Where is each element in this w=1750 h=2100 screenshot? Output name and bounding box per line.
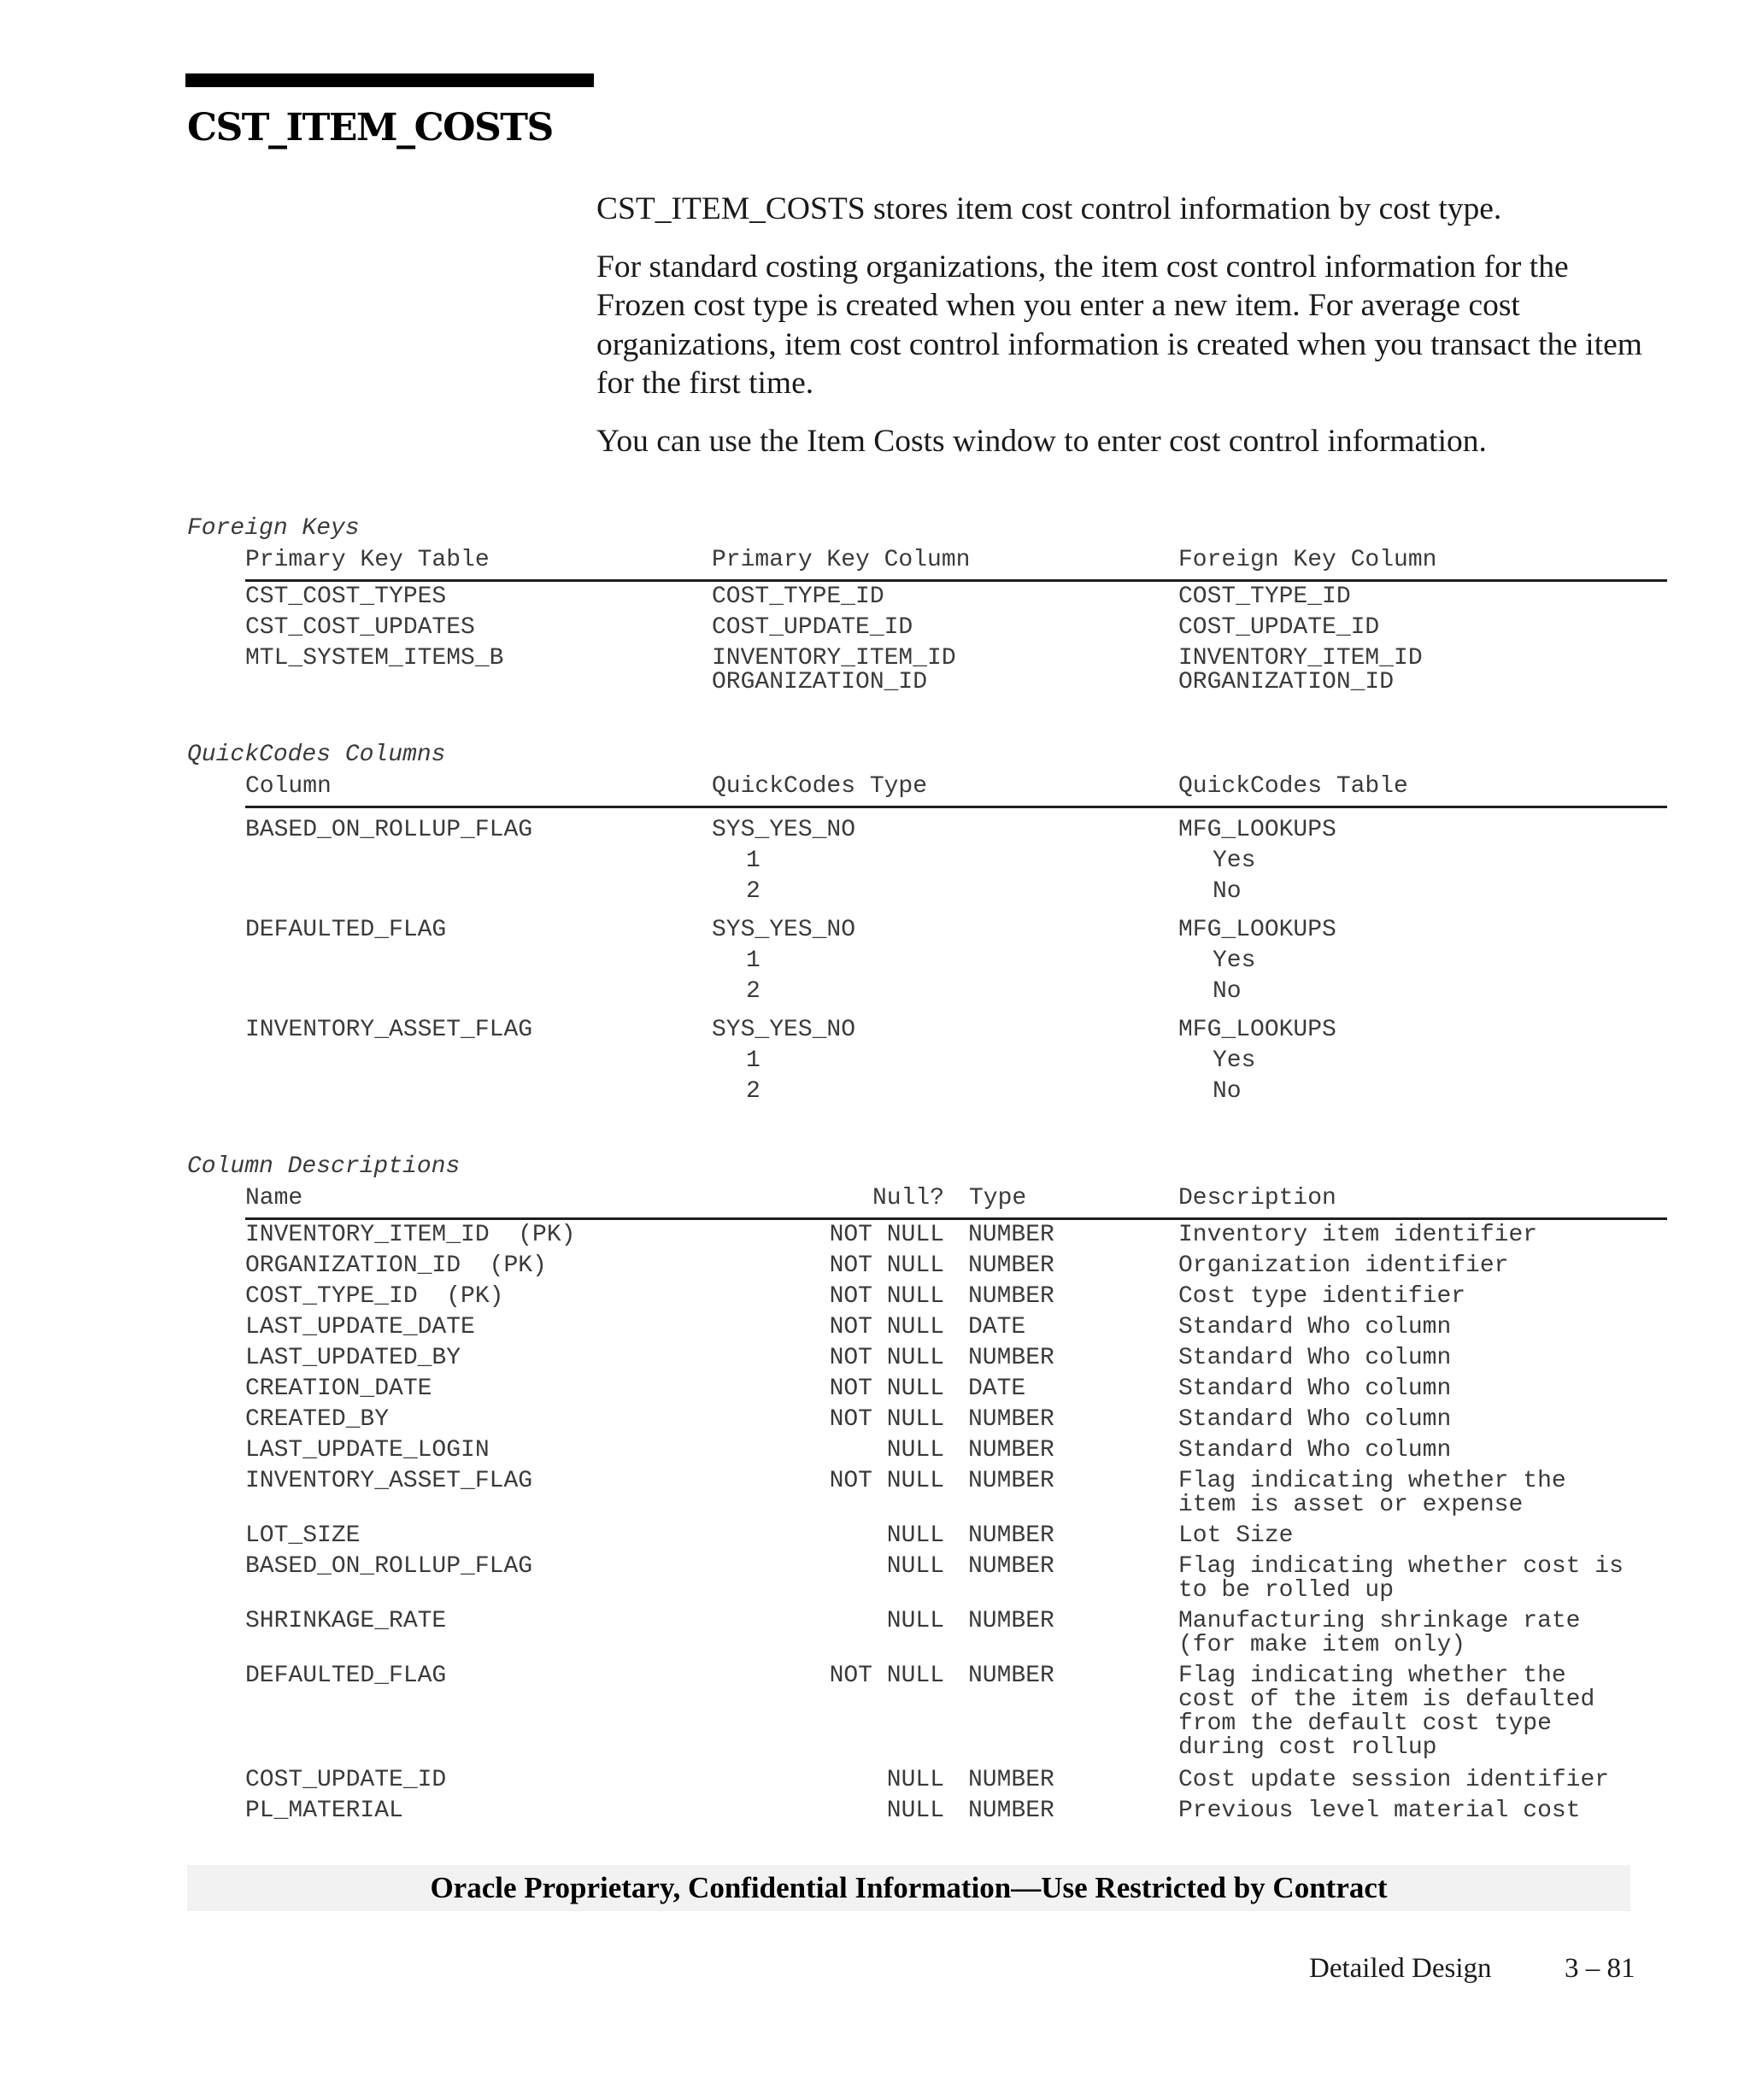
header-quickcodes-table: QuickCodes Table bbox=[1178, 773, 1408, 800]
fk-foreign-key-column: COST_TYPE_ID bbox=[1178, 584, 1351, 610]
fk-primary-key-column: INVENTORY_ITEM_ID ORGANIZATION_ID bbox=[712, 645, 956, 695]
column-type: DATE bbox=[968, 1314, 1026, 1340]
column-name: LAST_UPDATED_BY bbox=[245, 1345, 461, 1371]
column-type: NUMBER bbox=[968, 1553, 1054, 1580]
column-null: NOT NULL bbox=[829, 1376, 944, 1402]
qc-table: MFG_LOOKUPS bbox=[1178, 917, 1336, 943]
column-null: NOT NULL bbox=[829, 1468, 944, 1494]
column-name: ORGANIZATION_ID (PK) bbox=[245, 1252, 547, 1279]
column-null: NOT NULL bbox=[829, 1283, 944, 1310]
column-null: NOT NULL bbox=[829, 1406, 944, 1433]
column-description: Previous level material cost bbox=[1178, 1798, 1581, 1824]
qc-code: 1 bbox=[746, 848, 760, 874]
column-type: NUMBER bbox=[968, 1345, 1054, 1371]
page-number: 3 – 81 bbox=[1565, 1953, 1635, 1984]
foreign-keys-label: Foreign Keys bbox=[187, 515, 360, 542]
column-type: NUMBER bbox=[968, 1437, 1054, 1464]
column-name: LAST_UPDATE_DATE bbox=[245, 1314, 475, 1340]
qc-code: 2 bbox=[746, 878, 760, 905]
qc-code: 2 bbox=[746, 978, 760, 1005]
header-name: Name bbox=[245, 1185, 303, 1211]
column-name: INVENTORY_ASSET_FLAG bbox=[245, 1468, 533, 1494]
qc-meaning: Yes bbox=[1213, 1047, 1256, 1074]
column-name: PL_MATERIAL bbox=[245, 1798, 403, 1824]
column-description: Cost update session identifier bbox=[1178, 1767, 1610, 1793]
column-name: COST_TYPE_ID (PK) bbox=[245, 1283, 504, 1310]
fk-primary-key-table: CST_COST_TYPES bbox=[245, 584, 447, 610]
header-foreign-key-column: Foreign Key Column bbox=[1178, 547, 1437, 573]
header-column: Column bbox=[245, 773, 332, 800]
qc-meaning: No bbox=[1213, 1078, 1242, 1105]
qc-column-name: INVENTORY_ASSET_FLAG bbox=[245, 1017, 533, 1043]
column-description: Lot Size bbox=[1178, 1522, 1294, 1549]
column-type: NUMBER bbox=[968, 1522, 1054, 1549]
qc-meaning: Yes bbox=[1213, 947, 1256, 974]
column-name: CREATION_DATE bbox=[245, 1376, 432, 1402]
column-null: NOT NULL bbox=[829, 1663, 944, 1689]
header-primary-key-table: Primary Key Table bbox=[245, 547, 490, 573]
qc-column-name: BASED_ON_ROLLUP_FLAG bbox=[245, 817, 533, 843]
column-description: Manufacturing shrinkage rate (for make item only) bbox=[1178, 1608, 1581, 1658]
qc-code: 2 bbox=[746, 1078, 760, 1105]
column-name: LOT_SIZE bbox=[245, 1522, 361, 1549]
confidential-notice-text: Oracle Proprietary, Confidential Information––Use Restricted by Contract bbox=[430, 1871, 1388, 1904]
column-type: NUMBER bbox=[968, 1798, 1054, 1824]
column-description: Standard Who column bbox=[1178, 1437, 1452, 1464]
column-null: NOT NULL bbox=[829, 1252, 944, 1279]
page-title: CST_ITEM_COSTS bbox=[187, 106, 553, 150]
column-name: LAST_UPDATE_LOGIN bbox=[245, 1437, 490, 1464]
column-null: NOT NULL bbox=[829, 1345, 944, 1371]
fk-primary-key-column: COST_UPDATE_ID bbox=[712, 614, 913, 641]
column-description: Flag indicating whether cost is to be rolled up bbox=[1178, 1553, 1624, 1604]
column-name: COST_UPDATE_ID bbox=[245, 1767, 447, 1793]
qc-column-name: DEFAULTED_FLAG bbox=[245, 917, 447, 943]
foreign-keys-header bbox=[245, 547, 1667, 582]
column-null: NOT NULL bbox=[829, 1314, 944, 1340]
qc-table: MFG_LOOKUPS bbox=[1178, 817, 1336, 843]
column-type: NUMBER bbox=[968, 1608, 1054, 1634]
qc-type: SYS_YES_NO bbox=[712, 917, 856, 943]
column-description: Cost type identifier bbox=[1178, 1283, 1466, 1310]
qc-type: SYS_YES_NO bbox=[712, 817, 856, 843]
title-rule bbox=[185, 73, 594, 87]
column-null: NULL bbox=[886, 1608, 944, 1634]
qc-meaning: No bbox=[1213, 878, 1242, 905]
header-primary-key-column: Primary Key Column bbox=[712, 547, 971, 573]
column-type: NUMBER bbox=[968, 1663, 1054, 1689]
qc-code: 1 bbox=[746, 1047, 760, 1074]
header-null: Null? bbox=[872, 1185, 944, 1211]
column-description: Flag indicating whether the cost of the item is defaulted from the default cost type during cost rollup bbox=[1178, 1663, 1595, 1761]
column-type: NUMBER bbox=[968, 1468, 1054, 1494]
column-description: Inventory item identifier bbox=[1178, 1222, 1538, 1248]
fk-primary-key-column: COST_TYPE_ID bbox=[712, 584, 884, 610]
qc-meaning: No bbox=[1213, 978, 1242, 1005]
column-description: Standard Who column bbox=[1178, 1376, 1452, 1402]
header-description: Description bbox=[1178, 1185, 1336, 1211]
column-description: Flag indicating whether the item is asset or expense bbox=[1178, 1468, 1566, 1518]
column-description: Standard Who column bbox=[1178, 1314, 1452, 1340]
column-null: NULL bbox=[886, 1553, 944, 1580]
column-descriptions-label: Column Descriptions bbox=[187, 1153, 461, 1180]
column-descriptions-header bbox=[245, 1185, 1667, 1220]
column-type: NUMBER bbox=[968, 1222, 1054, 1248]
intro-text bbox=[596, 190, 1656, 479]
column-description: Standard Who column bbox=[1178, 1406, 1452, 1433]
intro-paragraph: CST_ITEM_COSTS stores item cost control information by cost type. bbox=[596, 191, 1502, 226]
quickcodes-header bbox=[245, 773, 1667, 808]
column-name: CREATED_BY bbox=[245, 1406, 390, 1433]
column-null: NOT NULL bbox=[829, 1222, 944, 1248]
column-null: NULL bbox=[886, 1522, 944, 1549]
column-type: DATE bbox=[968, 1376, 1026, 1402]
column-description: Standard Who column bbox=[1178, 1345, 1452, 1371]
column-name: SHRINKAGE_RATE bbox=[245, 1608, 447, 1634]
column-name: DEFAULTED_FLAG bbox=[245, 1663, 447, 1689]
column-name: BASED_ON_ROLLUP_FLAG bbox=[245, 1553, 533, 1580]
column-description: Organization identifier bbox=[1178, 1252, 1509, 1279]
column-type: NUMBER bbox=[968, 1767, 1054, 1793]
column-null: NULL bbox=[886, 1798, 944, 1824]
header-type: Type bbox=[969, 1185, 1027, 1211]
qc-type: SYS_YES_NO bbox=[712, 1017, 856, 1043]
column-name: INVENTORY_ITEM_ID (PK) bbox=[245, 1222, 576, 1248]
fk-primary-key-table: CST_COST_UPDATES bbox=[245, 614, 475, 641]
column-type: NUMBER bbox=[968, 1252, 1054, 1279]
header-quickcodes-type: QuickCodes Type bbox=[712, 773, 928, 800]
intro-paragraph: For standard costing organizations, the item cost control information for the Frozen cost type is created when you enter a new item. For average cost organizations, item cost control information is created when you transact the item for the first time. bbox=[596, 249, 1642, 401]
column-type: NUMBER bbox=[968, 1406, 1054, 1433]
column-type: NUMBER bbox=[968, 1283, 1054, 1310]
qc-meaning: Yes bbox=[1213, 848, 1256, 874]
fk-primary-key-table: MTL_SYSTEM_ITEMS_B bbox=[245, 645, 504, 672]
confidential-notice bbox=[187, 1865, 1630, 1911]
qc-table: MFG_LOOKUPS bbox=[1178, 1017, 1336, 1043]
column-null: NULL bbox=[886, 1767, 944, 1793]
fk-foreign-key-column: COST_UPDATE_ID bbox=[1178, 614, 1380, 641]
fk-foreign-key-column: INVENTORY_ITEM_ID ORGANIZATION_ID bbox=[1178, 645, 1423, 695]
column-null: NULL bbox=[886, 1437, 944, 1464]
intro-paragraph: You can use the Item Costs window to enter cost control information. bbox=[596, 423, 1487, 459]
quickcodes-label: QuickCodes Columns bbox=[187, 742, 446, 768]
section-name: Detailed Design bbox=[1309, 1953, 1492, 1984]
qc-code: 1 bbox=[746, 947, 760, 974]
